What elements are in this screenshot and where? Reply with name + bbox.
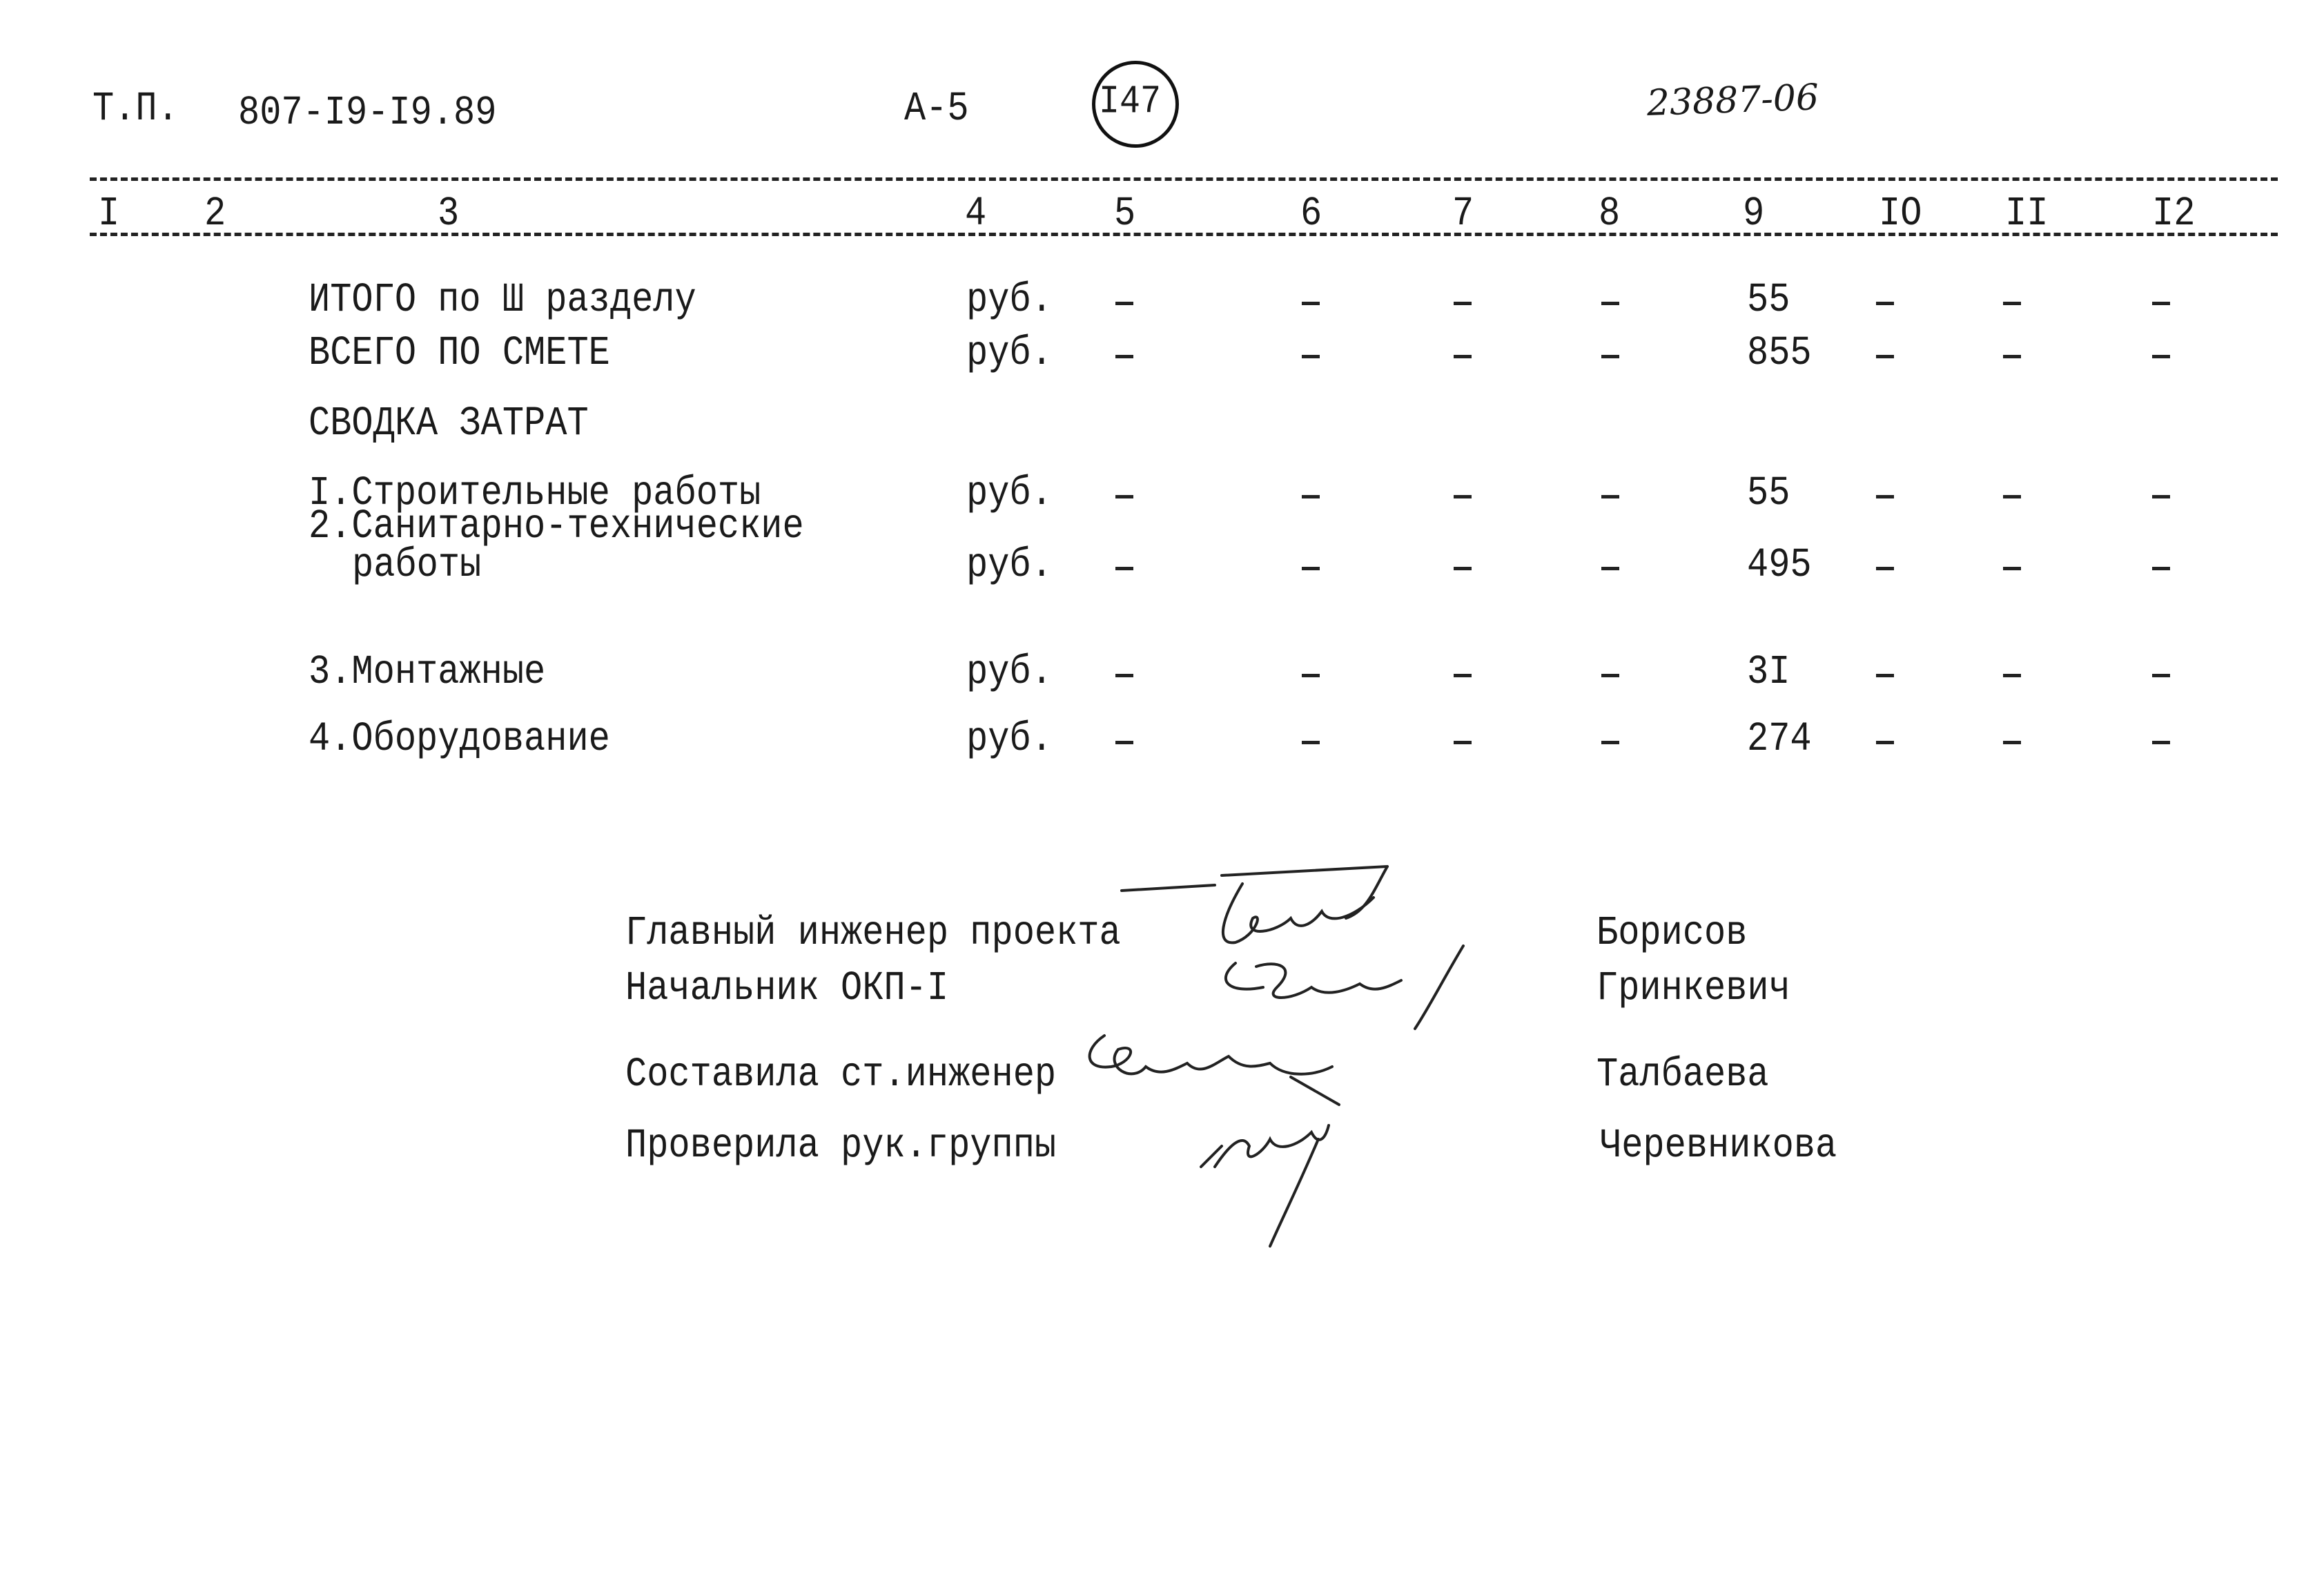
signer-name: Гринкевич xyxy=(1596,964,1790,1012)
unit-cell: руб. xyxy=(966,276,1053,324)
column-number: I xyxy=(98,190,120,237)
amount-cell: 3I xyxy=(1747,648,1790,696)
row-label: 3.Монтажные xyxy=(309,648,546,696)
row-label: I.Строительные работы xyxy=(309,469,761,517)
column-number: I2 xyxy=(2152,190,2196,237)
column-number: II xyxy=(2005,190,2049,237)
column-number: IO xyxy=(1879,190,1922,237)
amount-cell: 55 xyxy=(1747,276,1790,324)
unit-cell: руб. xyxy=(966,329,1053,377)
row-label: 2.Санитарно-технические xyxy=(309,503,804,550)
signer-name: Борисов xyxy=(1596,909,1748,957)
amount-cell: 855 xyxy=(1747,329,1812,377)
row-label: ВСЕГО ПО СМЕТЕ xyxy=(309,329,610,377)
column-number: 5 xyxy=(1114,190,1136,237)
amount-cell: 55 xyxy=(1747,469,1790,517)
column-number: 3 xyxy=(438,190,460,237)
inventory-number: 23887-06 xyxy=(1646,77,1819,124)
row-label: ИТОГО по Ш разделу xyxy=(309,276,696,324)
signature-compiler xyxy=(1090,1036,1339,1105)
series-prefix: Т.П. xyxy=(92,85,179,133)
unit-cell: руб. xyxy=(966,541,1053,589)
signer-name: Черевникова xyxy=(1600,1122,1837,1170)
signature-department-head xyxy=(1226,946,1463,1029)
row-label-continued: работы xyxy=(352,541,482,589)
column-number: 7 xyxy=(1452,190,1474,237)
signer-role: Начальник ОКП-I xyxy=(625,964,949,1012)
signer-role: Главный инженер проекта xyxy=(625,909,1121,957)
signer-role: Составила ст.инженер xyxy=(625,1051,1057,1098)
unit-cell: руб. xyxy=(966,715,1053,763)
unit-cell: руб. xyxy=(966,469,1053,517)
project-code: 807-I9-I9.89 xyxy=(238,89,497,137)
column-number: 2 xyxy=(204,190,226,237)
row-label: СВОДКА ЗАТРАТ xyxy=(309,400,589,447)
amount-cell: 274 xyxy=(1747,715,1812,763)
amount-cell: 495 xyxy=(1747,541,1812,589)
page-number: I47 xyxy=(1099,79,1162,125)
column-number: 6 xyxy=(1300,190,1322,237)
signature-chief-engineer xyxy=(1122,866,1387,942)
album-number: А-5 xyxy=(904,85,969,133)
column-number: 8 xyxy=(1599,190,1621,237)
unit-cell: руб. xyxy=(966,648,1053,696)
column-number: 4 xyxy=(965,190,987,237)
column-number: 9 xyxy=(1743,190,1765,237)
row-label: 4.Оборудование xyxy=(309,715,610,763)
signature-reviewer xyxy=(1201,1125,1329,1246)
signer-name: Талбаева xyxy=(1596,1051,1769,1098)
signer-role: Проверила рук.группы xyxy=(625,1122,1057,1170)
